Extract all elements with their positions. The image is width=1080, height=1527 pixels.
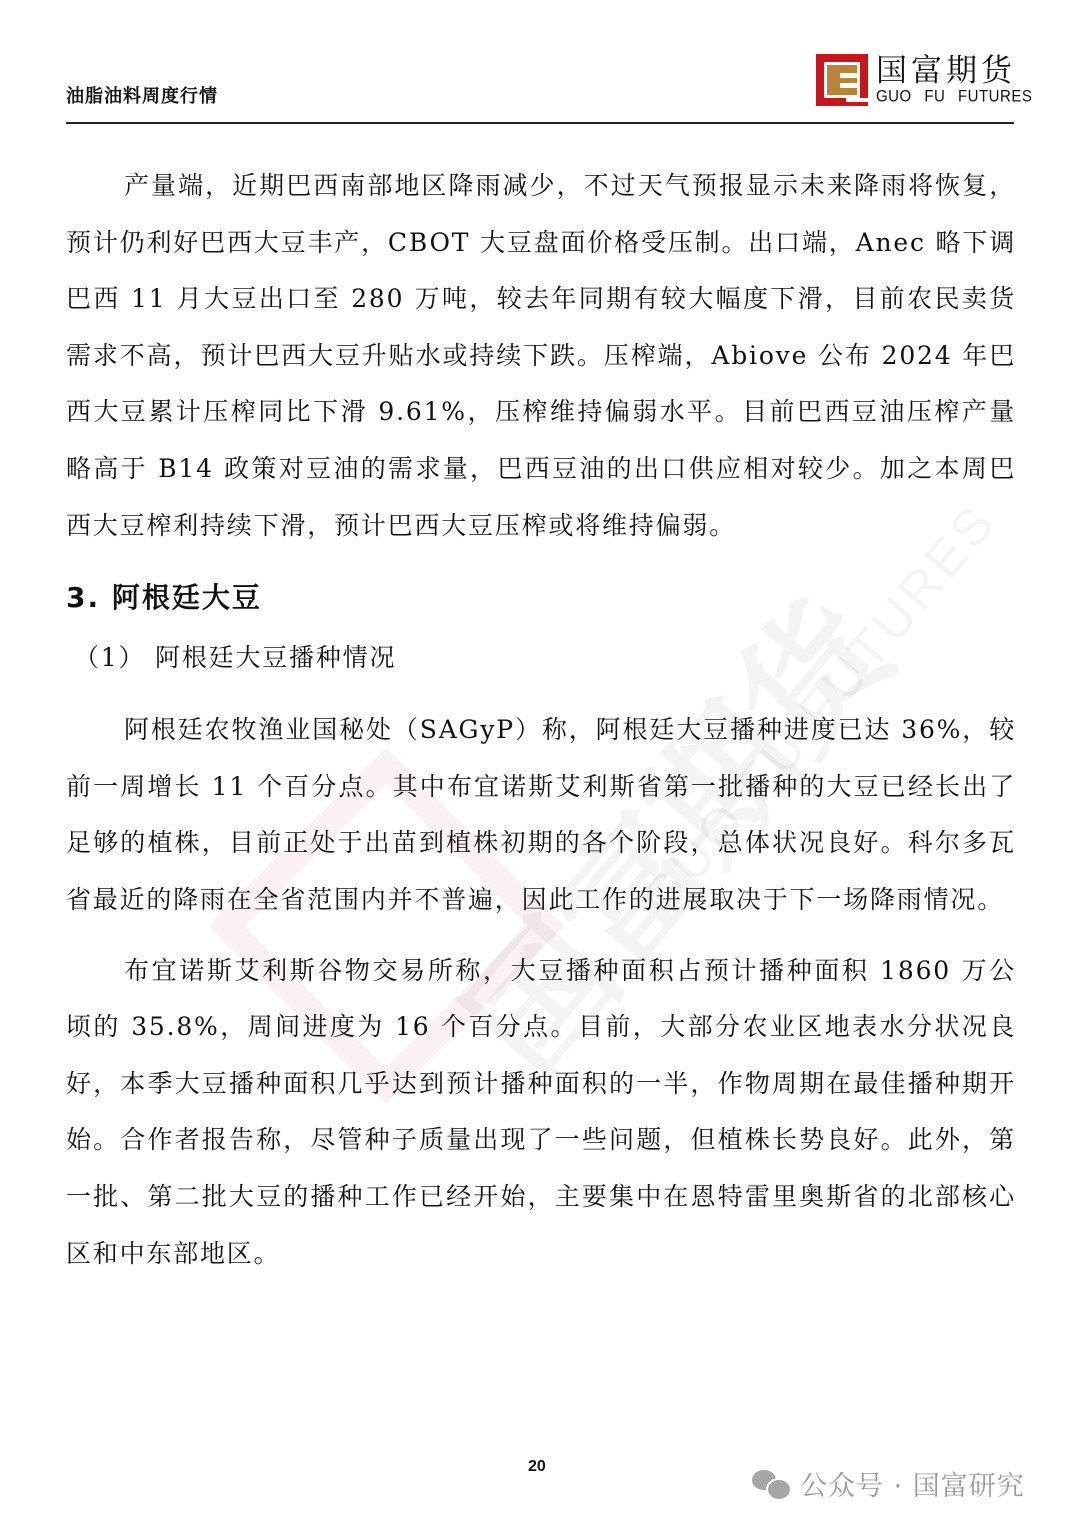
paragraph-brazil-soybean: 产量端，近期巴西南部地区降雨减少，不过天气预报显示未来降雨将恢复，预计仍利好巴西大豆丰产，CBOT 大豆盘面价格受压制。出口端，Anec 略下调巴西 11 月大豆出口至 280 万吨，较去年同期有较大幅度下滑，目前农民卖货需求不高，预计巴西大豆升贴水或持续下跌。压榨端，Abiove 公布 2024 年巴西大豆累计压榨同比下滑 9.61%，压榨维持偏弱水平。目前巴西豆油压榨产量略高于 B14 政策对豆油的需求量，巴西豆油的出口供应相对较少。加之本周巴西大豆榨利持续下滑，预计巴西大豆压榨或将维持偏弱。 [66, 171, 1016, 540]
page-number: 20 [528, 1458, 546, 1475]
logo-mark-icon [816, 54, 868, 106]
section-heading: 3. 阿根廷大豆 [66, 581, 262, 615]
footer-source-label: 公众号 · 国富研究 [800, 1471, 1025, 1502]
document-body [66, 158, 1016, 1282]
logo-name-cn: 国富期货 [876, 53, 1016, 89]
header-divider [66, 122, 1014, 124]
subsection-heading: （1） 阿根廷大豆播种情况 [74, 643, 397, 673]
report-title: 油脂油料周度行情 [66, 86, 218, 107]
paragraph-sagyp: 阿根廷农牧渔业国秘处（SAGyP）称，阿根廷大豆播种进度已达 36%，较前一周增长 11 个百分点。其中布宜诺斯艾利斯省第一批播种的大豆已经长出了足够的植株，目前正处于出苗到植株初期的各个阶段，总体状况良好。科尔多瓦省最近的降雨在全省范围内并不普遍，因此工作的进展取决于下一场降雨情况。 [66, 715, 1016, 914]
wechat-icon [752, 1468, 792, 1500]
paragraph-buenos-aires-exchange: 布宜诺斯艾利斯谷物交易所称，大豆播种面积占预计播种面积 1860 万公顷的 35.8%，周间进度为 16 个百分点。目前，大部分农业区地表水分状况良好，本季大豆播种面积几乎达到预计播种面积的一半，作物周期在最佳播种期开始。合作者报告称，尽管种子质量出现了一些问题，但植株长势良好。此外，第一批、第二批大豆的播种工作已经开始，主要集中在恩特雷里奥斯省的北部核心区和中东部地区。 [66, 955, 1016, 1268]
company-logo [816, 53, 1032, 107]
footer-source [752, 1464, 1025, 1503]
logo-name-en: GUO FU FUTURES [876, 87, 1033, 106]
